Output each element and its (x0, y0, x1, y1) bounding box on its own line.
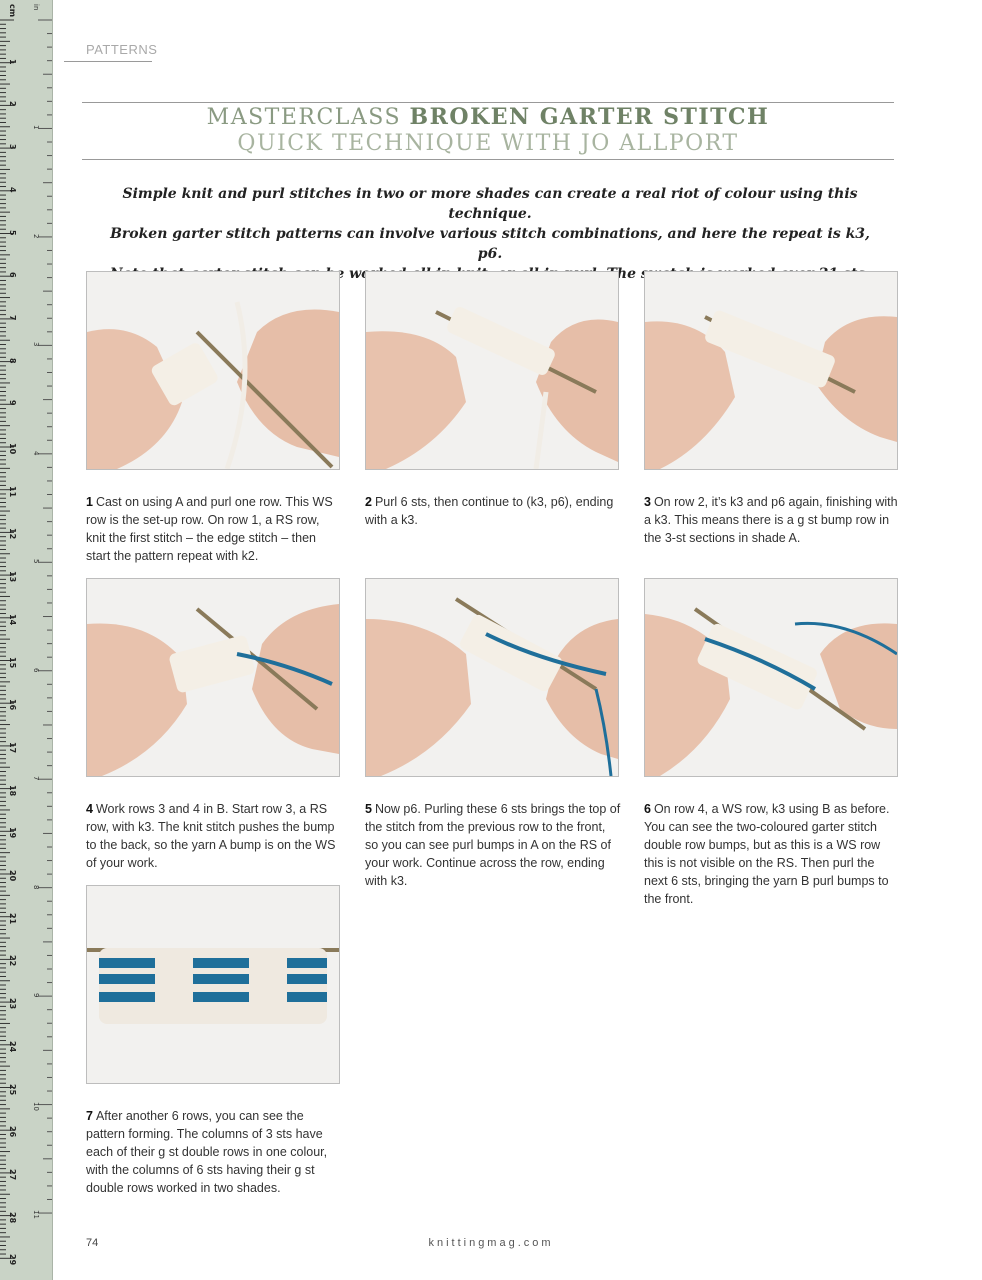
step-6-photo (644, 578, 898, 777)
ruler-cm-label: 14 (8, 613, 17, 625)
ruler-cm-label: 5 (8, 229, 17, 236)
ruler-cm-label: 22 (8, 955, 17, 967)
title-subtitle: QUICK TECHNIQUE WITH JO ALLPORT (237, 131, 739, 156)
ruler-in-label: 10 (32, 1101, 40, 1111)
step-2-text (365, 493, 621, 529)
ruler-in-label: 11 (32, 1210, 40, 1219)
ruler-in-label: 6 (32, 667, 40, 673)
step-7-text (86, 1107, 342, 1197)
ruler-cm-label: 9 (8, 400, 17, 406)
ruler-cm-label: 13 (8, 571, 17, 583)
ruler-cm-label: 4 (8, 186, 17, 193)
step-3-photo (644, 271, 898, 470)
title-rule-bottom (82, 159, 894, 160)
section-label: PATTERNS (86, 42, 158, 57)
step-5-photo (365, 578, 619, 777)
ruler-cm-label: 3 (8, 144, 17, 150)
ruler-in-label: 3 (32, 342, 40, 347)
ruler-cm-label: 23 (8, 998, 17, 1010)
measuring-ruler (0, 0, 53, 1280)
masterclass-title (82, 104, 894, 130)
step-description: Now p6. Purling these 6 sts brings the top of the stitch from the previous row to the front, so you can see purl bumps in A on the RS of your work. Continue across the row, ending with k3. (365, 802, 621, 888)
ruler-in-label: 5 (32, 559, 40, 564)
title-rule-top (82, 102, 894, 103)
step-1-photo (86, 271, 340, 470)
ruler-cm-label: 17 (8, 741, 17, 754)
intro-line: Simple knit and purl stitches in two or more shades can create a real riot of colour using this technique. (122, 186, 858, 222)
ruler-in-label: 7 (32, 776, 40, 781)
ruler-cm-label: 2 (8, 101, 17, 107)
title-main: BROKEN GARTER STITCH (409, 104, 770, 130)
ruler-cm-label: 19 (8, 827, 17, 839)
step-number: 5 (365, 802, 372, 816)
ruler-in-label: 8 (32, 884, 40, 890)
ruler-cm-label: 7 (8, 314, 17, 321)
step-4-photo (86, 578, 340, 777)
ruler-in-label: 9 (32, 993, 40, 998)
ruler-cm-label: 11 (8, 485, 17, 497)
ruler-cm-label: 28 (8, 1211, 17, 1223)
page-number: 74 (86, 1237, 99, 1249)
intro-line: The (606, 266, 636, 282)
step-number: 7 (86, 1109, 93, 1123)
ruler-cm-label: 25 (8, 1083, 17, 1095)
step-description: Purl 6 sts, then continue to (k3, p6), ending with a k3. (365, 495, 614, 527)
section-underline (64, 61, 152, 62)
step-number: 1 (86, 495, 93, 509)
website-url: knittingmag.com (428, 1237, 554, 1249)
intro-line: Broken garter stitch patterns can involve various stitch combinations, and here the repeat is k3, p6. (110, 226, 870, 262)
ruler-cm-label: 8 (8, 357, 17, 364)
step-number: 2 (365, 495, 372, 509)
step-number: 6 (644, 802, 651, 816)
step-4-text (86, 800, 342, 872)
ruler-in-label: 1 (32, 125, 40, 130)
ruler-cm-label: 24 (8, 1040, 17, 1052)
title-prefix: MASTERCLASS (206, 105, 402, 130)
ruler-cm-label: 27 (8, 1168, 17, 1181)
ruler-cm-label: 16 (8, 699, 17, 711)
ruler-cm-label: 10 (8, 443, 17, 455)
step-number: 4 (86, 802, 93, 816)
ruler-in-label: 2 (32, 233, 40, 239)
ruler-cm-label: 1 (8, 58, 17, 65)
ruler-unit-in: in (32, 4, 40, 11)
ruler-unit-cm: cm (8, 4, 17, 18)
step-5-text (365, 800, 621, 890)
ruler-cm-label: 20 (8, 870, 17, 882)
step-description: On row 4, a WS row, k3 using B as before. You can see the two-coloured garter stitch double row bumps, but as this is a WS row this is not visible on the RS. Then purl the next 6 sts, bringing the yarn B purl bumps to the front. (644, 802, 890, 906)
step-3-text (644, 493, 900, 547)
step-1-text (86, 493, 342, 565)
ruler-cm-label: 26 (8, 1126, 17, 1138)
intro-text (100, 184, 880, 284)
step-number: 3 (644, 495, 651, 509)
step-description: Cast on using A and purl one row. This WS row is the set-up row. On row 1, a RS row, knit the first stitch – the edge stitch – then start the pattern repeat with k2. (86, 495, 333, 563)
ruler-cm-label: 21 (8, 912, 17, 924)
step-2-photo (365, 271, 619, 470)
ruler-cm-label: 12 (8, 528, 17, 540)
ruler-cm-label: 29 (8, 1254, 17, 1266)
step-7-photo (86, 885, 340, 1084)
step-description: On row 2, it’s k3 and p6 again, finishing with a k3. This means there is a g st bump row in the 3-st sections in shade A. (644, 495, 898, 545)
ruler-cm-label: 15 (8, 656, 17, 668)
step-description: Work rows 3 and 4 in B. Start row 3, a RS row, with k3. The knit stitch pushes the bump to the back, so the yarn A bump is on the WS of your work. (86, 802, 336, 870)
step-description: After another 6 rows, you can see the pattern forming. The columns of 3 sts have each of their g st double rows in one colour, with the columns of 6 sts having their g st double rows worked in two shades. (86, 1109, 328, 1195)
ruler-cm-label: 18 (8, 784, 17, 796)
step-6-text (644, 800, 900, 908)
ruler-cm-label: 6 (8, 272, 17, 278)
ruler-in-label: 4 (32, 450, 40, 456)
